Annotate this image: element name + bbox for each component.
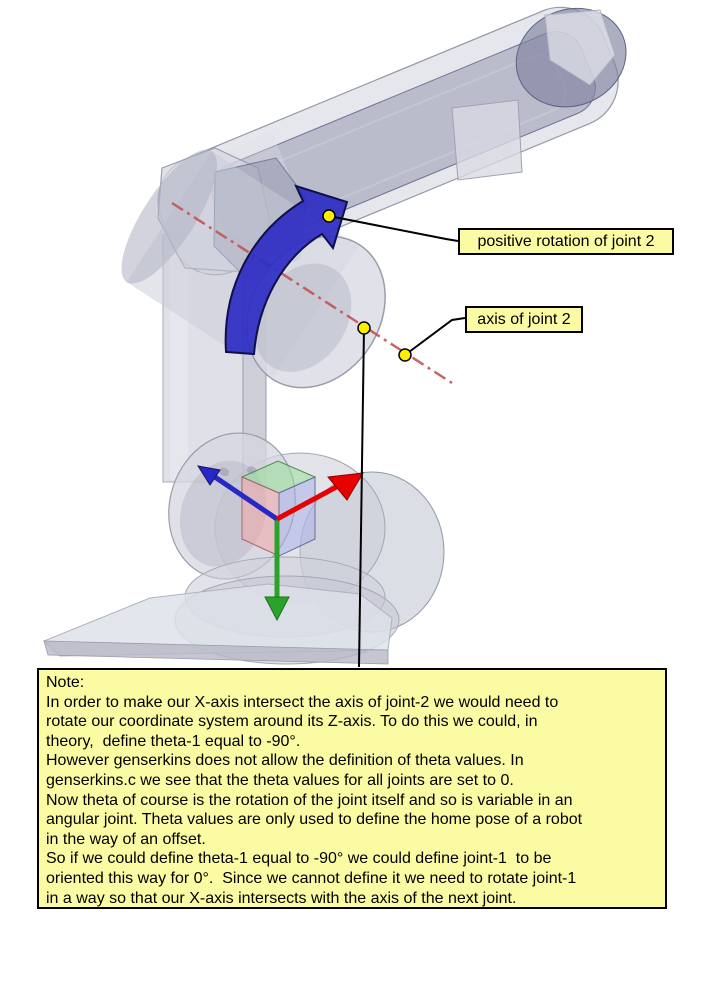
anchor-dot-rotation bbox=[323, 210, 335, 222]
note-line: in the way of an offset. bbox=[46, 830, 206, 848]
note-box bbox=[37, 668, 667, 909]
callout-positive-rotation-of-joint2 bbox=[458, 228, 674, 255]
note-line: oriented this way for 0°. Since we cannot define it we need to rotate joint-1 bbox=[46, 869, 577, 887]
anchor-dot-axis-end bbox=[399, 349, 411, 361]
note-line: rotate our coordinate system around its Z-axis. To do this we could, in bbox=[46, 713, 538, 731]
leader-axis-of-joint2 bbox=[405, 318, 465, 355]
anchor-dot-axis-mid bbox=[358, 322, 370, 334]
note-line: theory, define theta-1 equal to -90°. bbox=[46, 732, 301, 750]
callout-positive-rotation-label: positive rotation of joint 2 bbox=[477, 232, 655, 250]
callout-axis-label: axis of joint 2 bbox=[477, 310, 571, 328]
note-line: In order to make our X-axis intersect the axis of joint-2 we would need to bbox=[46, 693, 559, 711]
note-line: However genserkins does not allow the definition of theta values. In bbox=[46, 752, 524, 770]
note-line: angular joint. Theta values are only used to define the home pose of a robot bbox=[46, 811, 583, 829]
note-line: So if we could define theta-1 equal to -90° we could define joint-1 to be bbox=[46, 850, 552, 868]
note-line: genserkins.c we see that the theta values for all joints are set to 0. bbox=[46, 771, 514, 789]
leader-positive-rotation bbox=[329, 216, 458, 241]
note-line: in a way so that our X-axis intersects with the axis of the next joint. bbox=[46, 889, 517, 907]
callout-axis-of-joint2 bbox=[465, 306, 583, 333]
note-line: Note: bbox=[46, 674, 85, 691]
note-line: Now theta of course is the rotation of the joint itself and so is variable in an bbox=[46, 791, 573, 809]
base-assembly bbox=[44, 557, 399, 664]
